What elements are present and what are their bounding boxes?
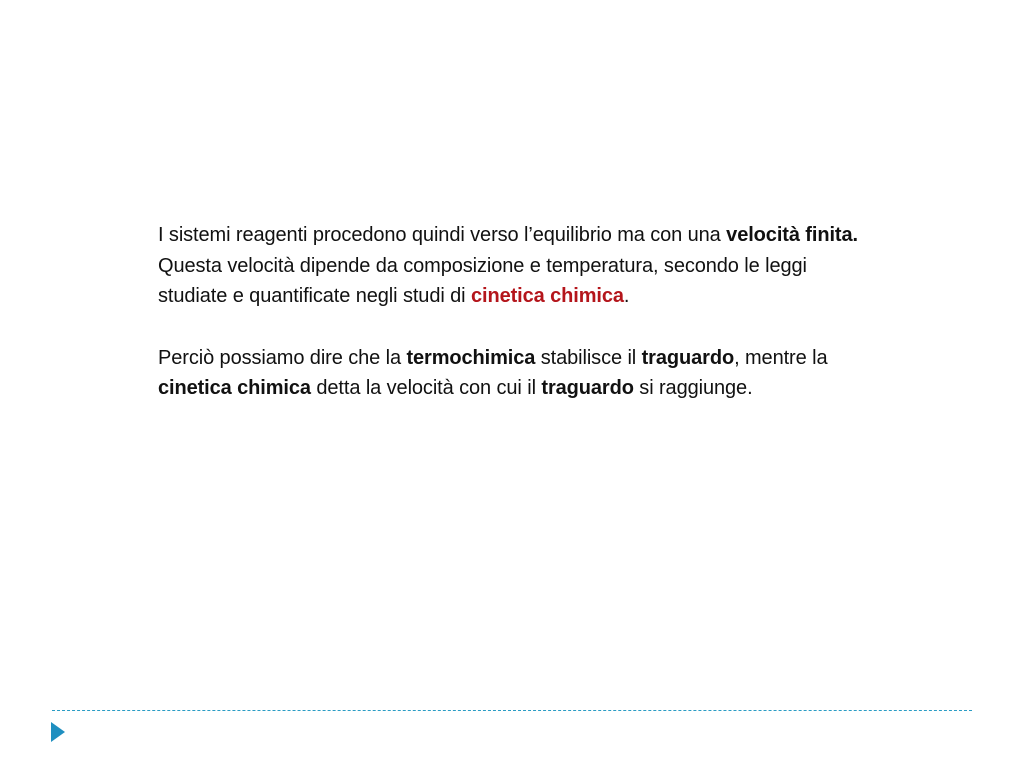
paragraph-text: .	[623, 285, 630, 307]
paragraph-text: , mentre la	[734, 346, 828, 369]
triangle-right-icon	[51, 722, 65, 742]
bold-term-finite-velocity: velocità finita.	[726, 224, 858, 246]
paragraph-text: I sistemi reagenti procedono quindi verso l’equilibrio ma con una	[158, 224, 727, 246]
bold-term-goal: traguardo	[541, 377, 634, 399]
paragraph-text: detta la velocità con cui il	[310, 377, 542, 399]
paragraph-text: stabilisce il	[535, 346, 642, 369]
paragraph-text: si raggiunge.	[633, 377, 753, 399]
bold-term-chemical-kinetics: cinetica chimica	[158, 377, 311, 399]
paragraph-conclusion	[158, 343, 878, 404]
slide-body	[158, 220, 878, 404]
bold-term-goal: traguardo	[641, 346, 735, 369]
paragraph-kinetics	[158, 220, 878, 312]
bold-term-thermochemistry: termochimica	[406, 346, 536, 369]
highlight-term-chemical-kinetics: cinetica chimica	[470, 285, 624, 307]
paragraph-text: Perciò possiamo dire che la	[158, 346, 407, 369]
footer-divider	[52, 710, 972, 711]
paragraph-text: Questa velocità dipende da composizione e temperatura, secondo le leggi studiate e quantificate negli studi di	[158, 254, 807, 307]
